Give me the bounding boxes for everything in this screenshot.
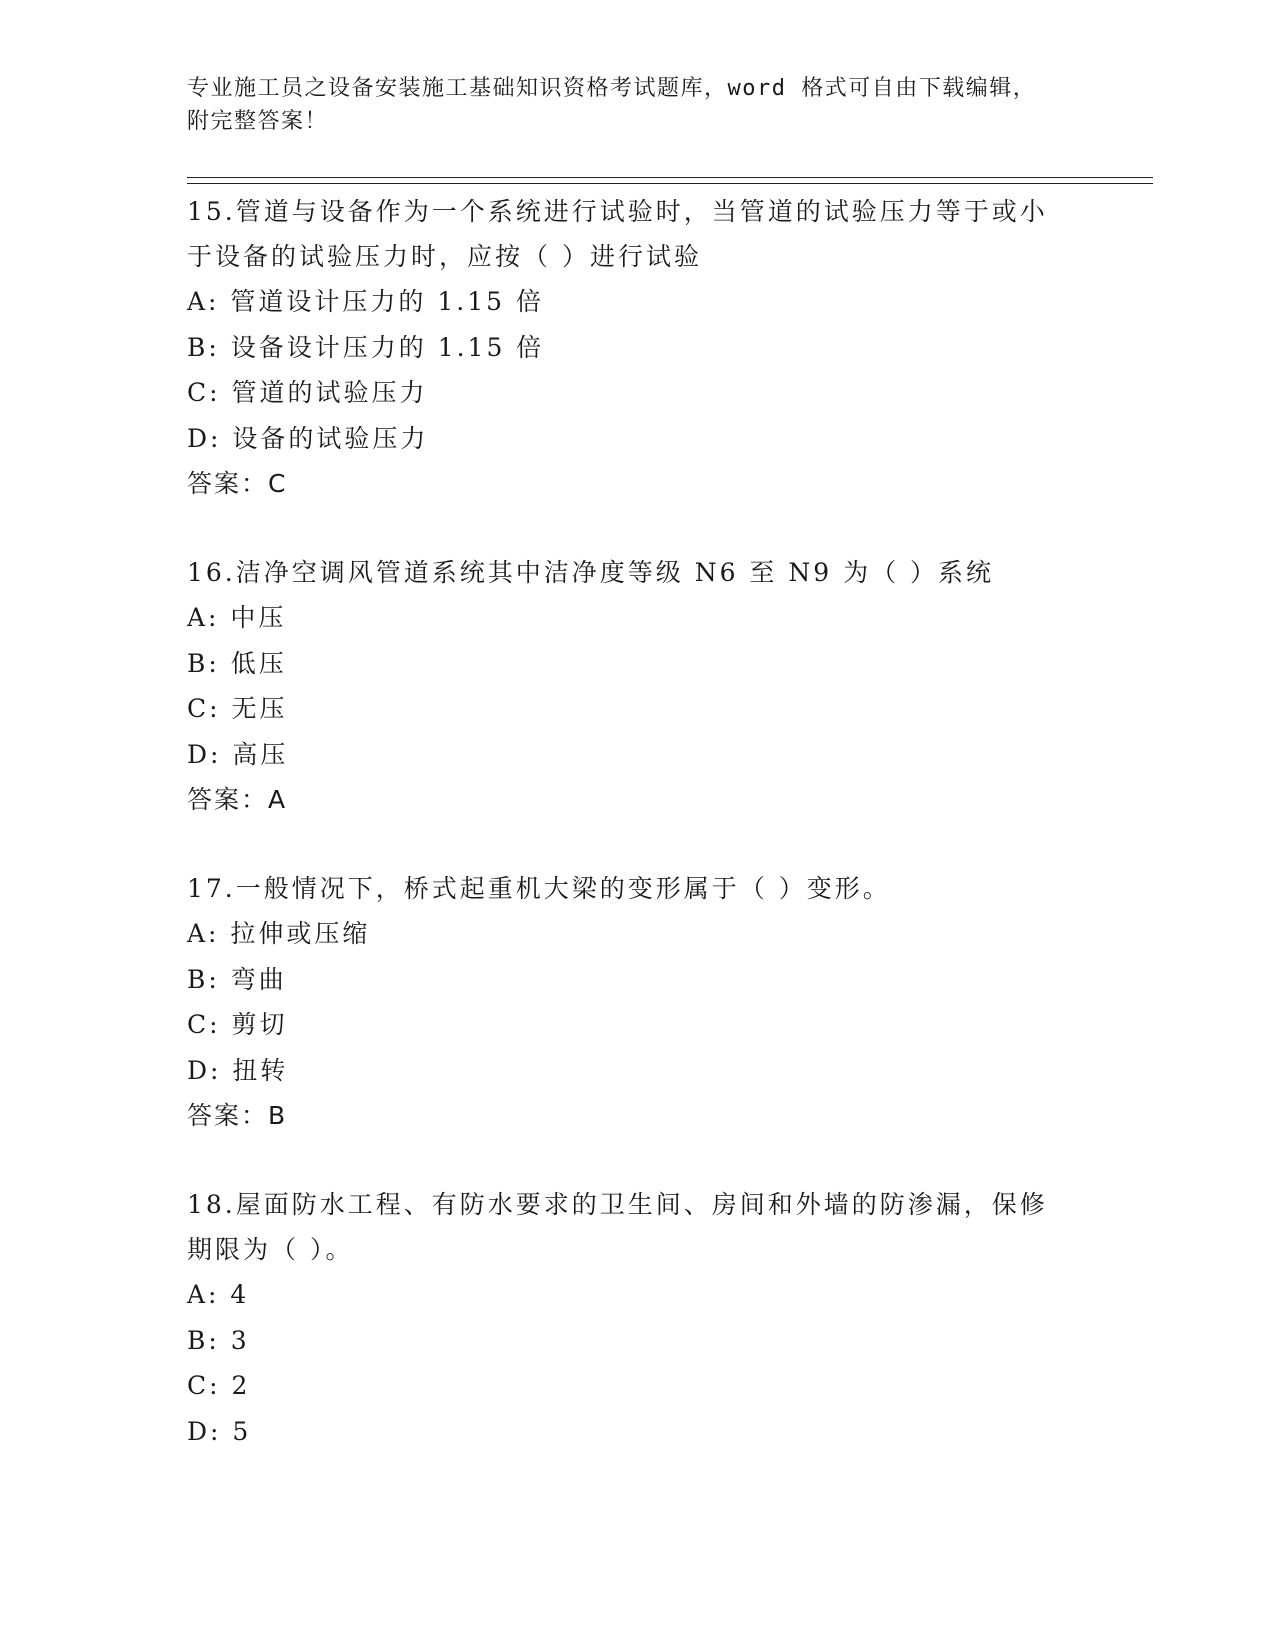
option-a: A: 4: [187, 1280, 250, 1309]
document-header: [187, 72, 1087, 138]
header-divider-bottom: [187, 183, 1153, 184]
question-text-line: 18.屋面防水工程、有防水要求的卫生间、房间和外墙的防渗漏，保修: [187, 1190, 1048, 1219]
option-a: A: 中压: [187, 603, 287, 632]
option-c: C: 无压: [187, 694, 288, 723]
question-text-line: 于设备的试验压力时，应按（ ）进行试验: [187, 242, 702, 271]
header-line-2: 附完整答案！: [187, 109, 329, 134]
question-list: [187, 189, 1087, 1454]
option-b: B: 设备设计压力的 1.15 倍: [187, 332, 545, 362]
answer-line: 答案：B: [187, 1101, 288, 1130]
header-divider-top: [187, 177, 1153, 178]
option-c: C: 2: [187, 1371, 251, 1400]
option-c: C: 管道的试验压力: [187, 378, 428, 407]
question-text-line: 16.洁净空调风管道系统其中洁净度等级 N6 至 N9 为（ ）系统: [187, 558, 995, 587]
question-block: [187, 1182, 1087, 1454]
option-b: B: 低压: [187, 648, 287, 678]
option-d: D: 扭转: [187, 1055, 289, 1085]
option-d: D: 高压: [187, 739, 289, 769]
question-spacer: [187, 822, 1087, 866]
option-b: B: 弯曲: [187, 964, 287, 994]
question-text-line: 期限为（ ）。: [187, 1235, 354, 1264]
question-block: [187, 189, 1087, 506]
question-block: [187, 550, 1087, 822]
answer-line: 答案：C: [187, 469, 288, 498]
option-c: C: 剪切: [187, 1010, 288, 1039]
answer-line: 答案：A: [187, 785, 288, 814]
question-text-line: 17.一般情况下，桥式起重机大梁的变形属于（ ）变形。: [187, 874, 891, 903]
option-b: B: 3: [187, 1325, 250, 1355]
option-a: A: 拉伸或压缩: [187, 919, 371, 948]
header-line-1: 专业施工员之设备安装施工基础知识资格考试题库，word 格式可自由下载编辑，: [187, 76, 1037, 101]
question-spacer: [187, 506, 1087, 550]
question-text-line: 15.管道与设备作为一个系统进行试验时，当管道的试验压力等于或小: [187, 197, 1048, 226]
question-block: [187, 866, 1087, 1138]
option-a: A: 管道设计压力的 1.15 倍: [187, 287, 544, 316]
option-d: D: 设备的试验压力: [187, 423, 429, 453]
option-d: D: 5: [187, 1416, 252, 1446]
question-spacer: [187, 1138, 1087, 1182]
